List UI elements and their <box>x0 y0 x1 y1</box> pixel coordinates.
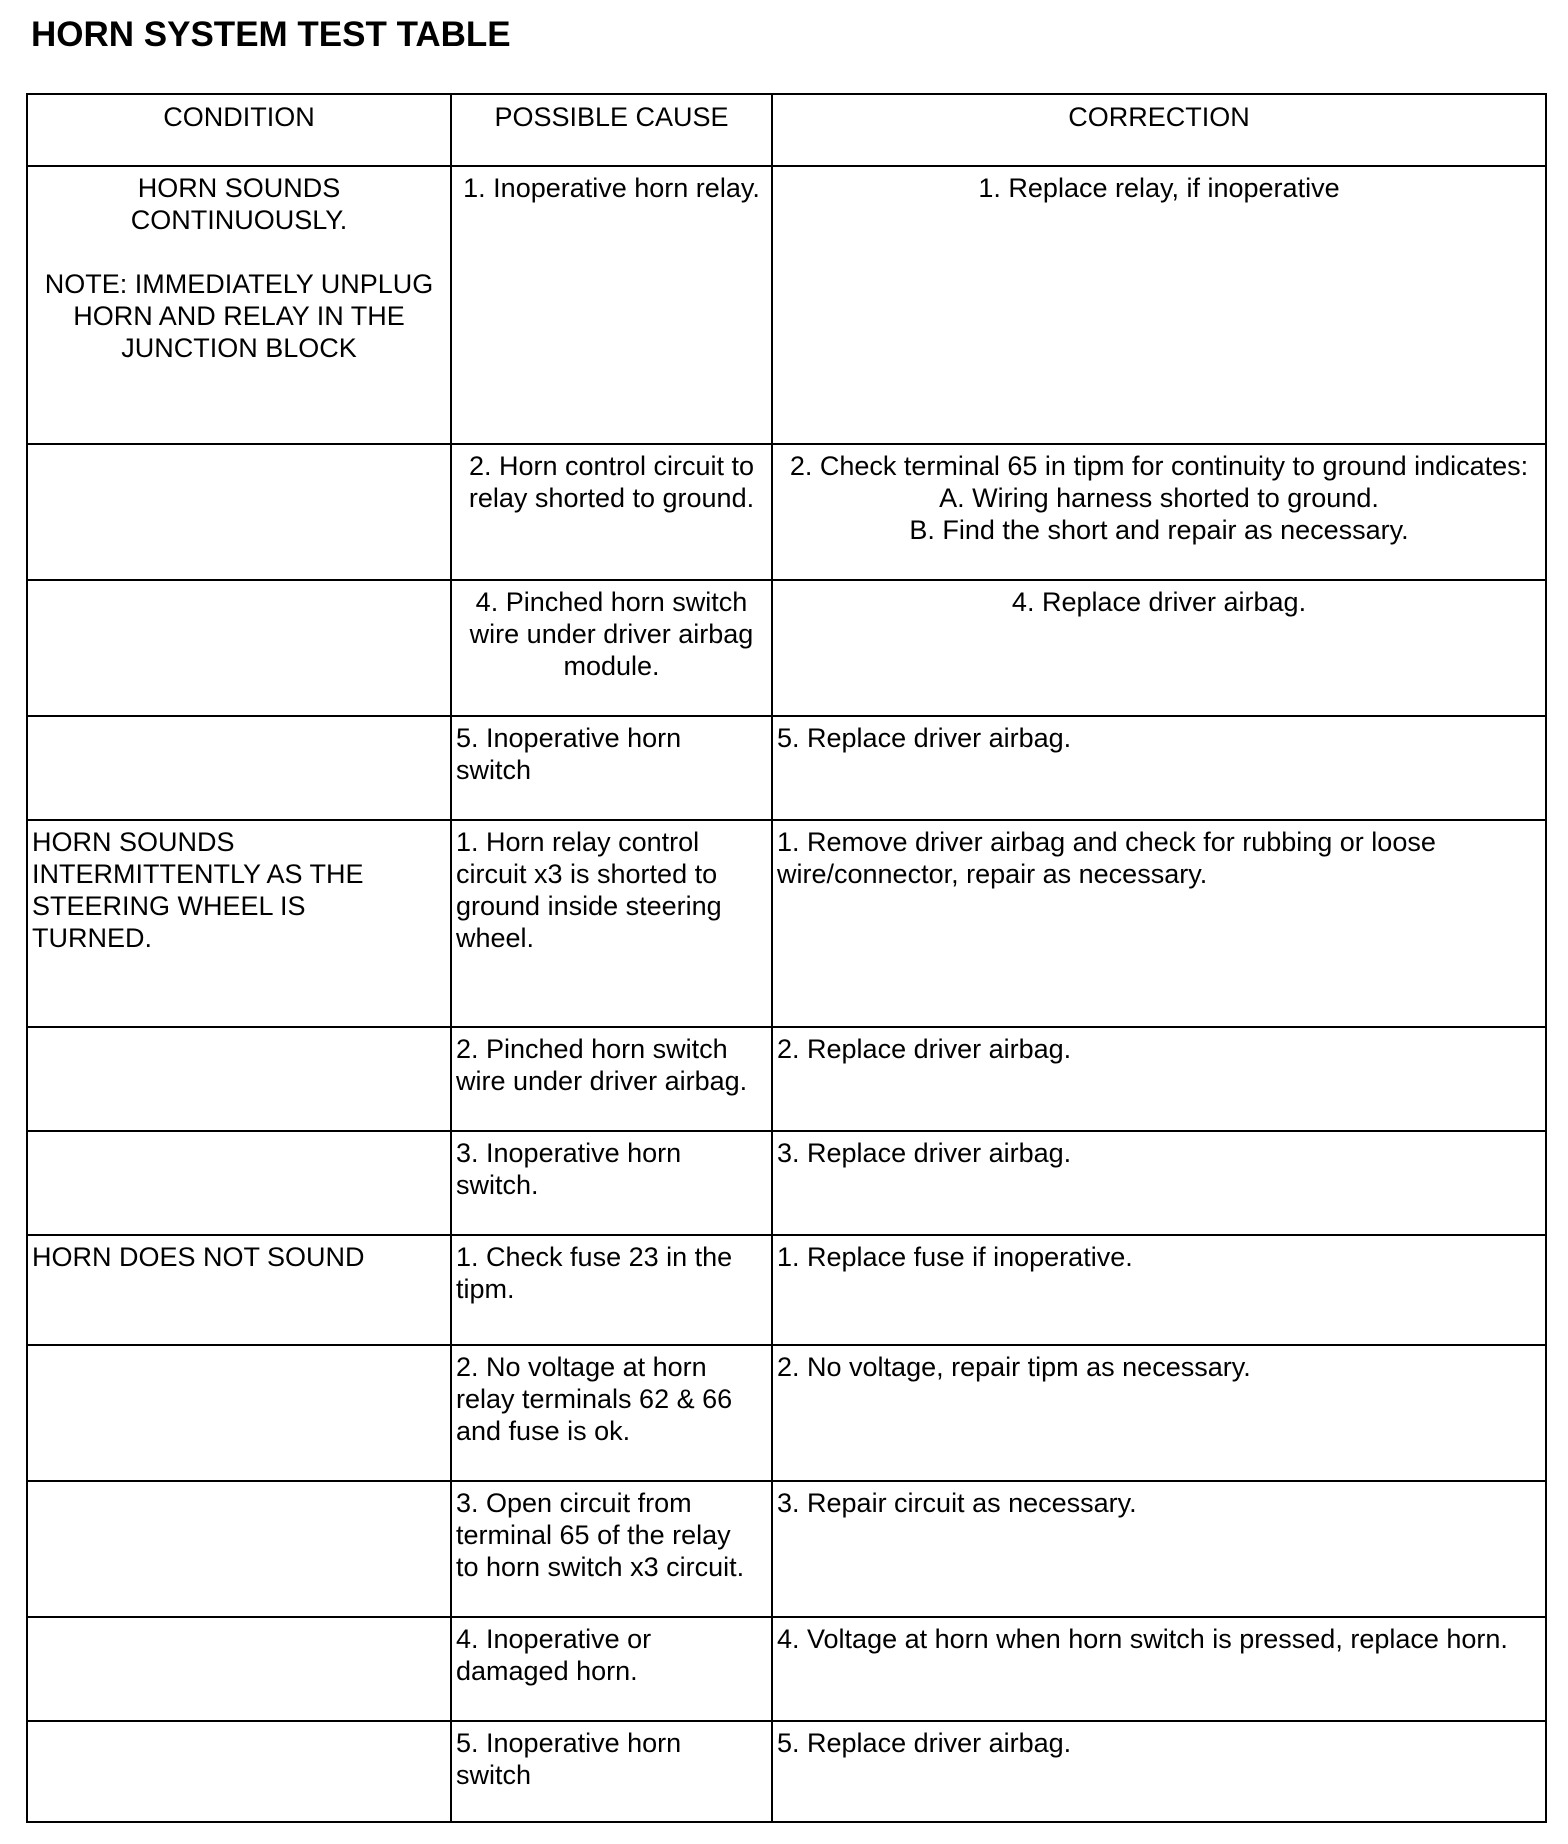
condition-cell <box>27 1027 451 1131</box>
horn-test-table <box>26 93 1547 1823</box>
correction-cell: 2. Replace driver airbag. <box>772 1027 1546 1131</box>
table-row <box>27 166 1546 444</box>
condition-cell: HORN SOUNDS CONTINUOUSLY. NOTE: IMMEDIATELY UNPLUG HORN AND RELAY IN THE JUNCTION BLOCK <box>27 166 451 444</box>
correction-cell: 2. No voltage, repair tipm as necessary. <box>772 1345 1546 1481</box>
correction-cell: 1. Remove driver airbag and check for rubbing or loose wire/connector, repair as necessary. <box>772 820 1546 1027</box>
cause-cell: 2. Horn control circuit to relay shorted to ground. <box>451 444 772 580</box>
table-row <box>27 1235 1546 1345</box>
table-row <box>27 1027 1546 1131</box>
condition-cell <box>27 1721 451 1822</box>
cause-cell: 4. Inoperative or damaged horn. <box>451 1617 772 1721</box>
correction-cell: 2. Check terminal 65 in tipm for continuity to ground indicates: A. Wiring harness shorted to ground. B. Find the short and repair as necessary. <box>772 444 1546 580</box>
table-row <box>27 1345 1546 1481</box>
cause-cell: 5. Inoperative horn switch <box>451 1721 772 1822</box>
header-correction: CORRECTION <box>772 94 1546 166</box>
correction-cell: 4. Voltage at horn when horn switch is pressed, replace horn. <box>772 1617 1546 1721</box>
table-row <box>27 1481 1546 1617</box>
cause-cell: 1. Check fuse 23 in the tipm. <box>451 1235 772 1345</box>
condition-cell <box>27 1131 451 1235</box>
cause-cell: 3. Open circuit from terminal 65 of the relay to horn switch x3 circuit. <box>451 1481 772 1617</box>
table-row <box>27 716 1546 820</box>
correction-cell: 4. Replace driver airbag. <box>772 580 1546 716</box>
table-row <box>27 1721 1546 1822</box>
condition-cell <box>27 580 451 716</box>
cause-cell: 5. Inoperative horn switch <box>451 716 772 820</box>
correction-cell: 5. Replace driver airbag. <box>772 716 1546 820</box>
cause-cell: 4. Pinched horn switch wire under driver airbag module. <box>451 580 772 716</box>
table-row <box>27 580 1546 716</box>
cause-cell: 1. Inoperative horn relay. <box>451 166 772 444</box>
cause-cell: 3. Inoperative horn switch. <box>451 1131 772 1235</box>
correction-cell: 1. Replace relay, if inoperative <box>772 166 1546 444</box>
condition-cell: HORN SOUNDS INTERMITTENTLY AS THE STEERING WHEEL IS TURNED. <box>27 820 451 1027</box>
header-possible-cause: POSSIBLE CAUSE <box>451 94 772 166</box>
page-title: HORN SYSTEM TEST TABLE <box>31 15 511 54</box>
condition-cell <box>27 1481 451 1617</box>
table-row <box>27 444 1546 580</box>
table-row <box>27 1617 1546 1721</box>
cause-cell: 2. No voltage at horn relay terminals 62 & 66 and fuse is ok. <box>451 1345 772 1481</box>
condition-cell <box>27 716 451 820</box>
correction-cell: 3. Repair circuit as necessary. <box>772 1481 1546 1617</box>
condition-cell <box>27 444 451 580</box>
correction-cell: 5. Replace driver airbag. <box>772 1721 1546 1822</box>
table-row <box>27 1131 1546 1235</box>
header-condition: CONDITION <box>27 94 451 166</box>
condition-cell: HORN DOES NOT SOUND <box>27 1235 451 1345</box>
cause-cell: 2. Pinched horn switch wire under driver airbag. <box>451 1027 772 1131</box>
condition-cell <box>27 1617 451 1721</box>
table-header-row <box>27 94 1546 166</box>
condition-cell <box>27 1345 451 1481</box>
table-row <box>27 820 1546 1027</box>
correction-cell: 1. Replace fuse if inoperative. <box>772 1235 1546 1345</box>
cause-cell: 1. Horn relay control circuit x3 is shorted to ground inside steering wheel. <box>451 820 772 1027</box>
correction-cell: 3. Replace driver airbag. <box>772 1131 1546 1235</box>
